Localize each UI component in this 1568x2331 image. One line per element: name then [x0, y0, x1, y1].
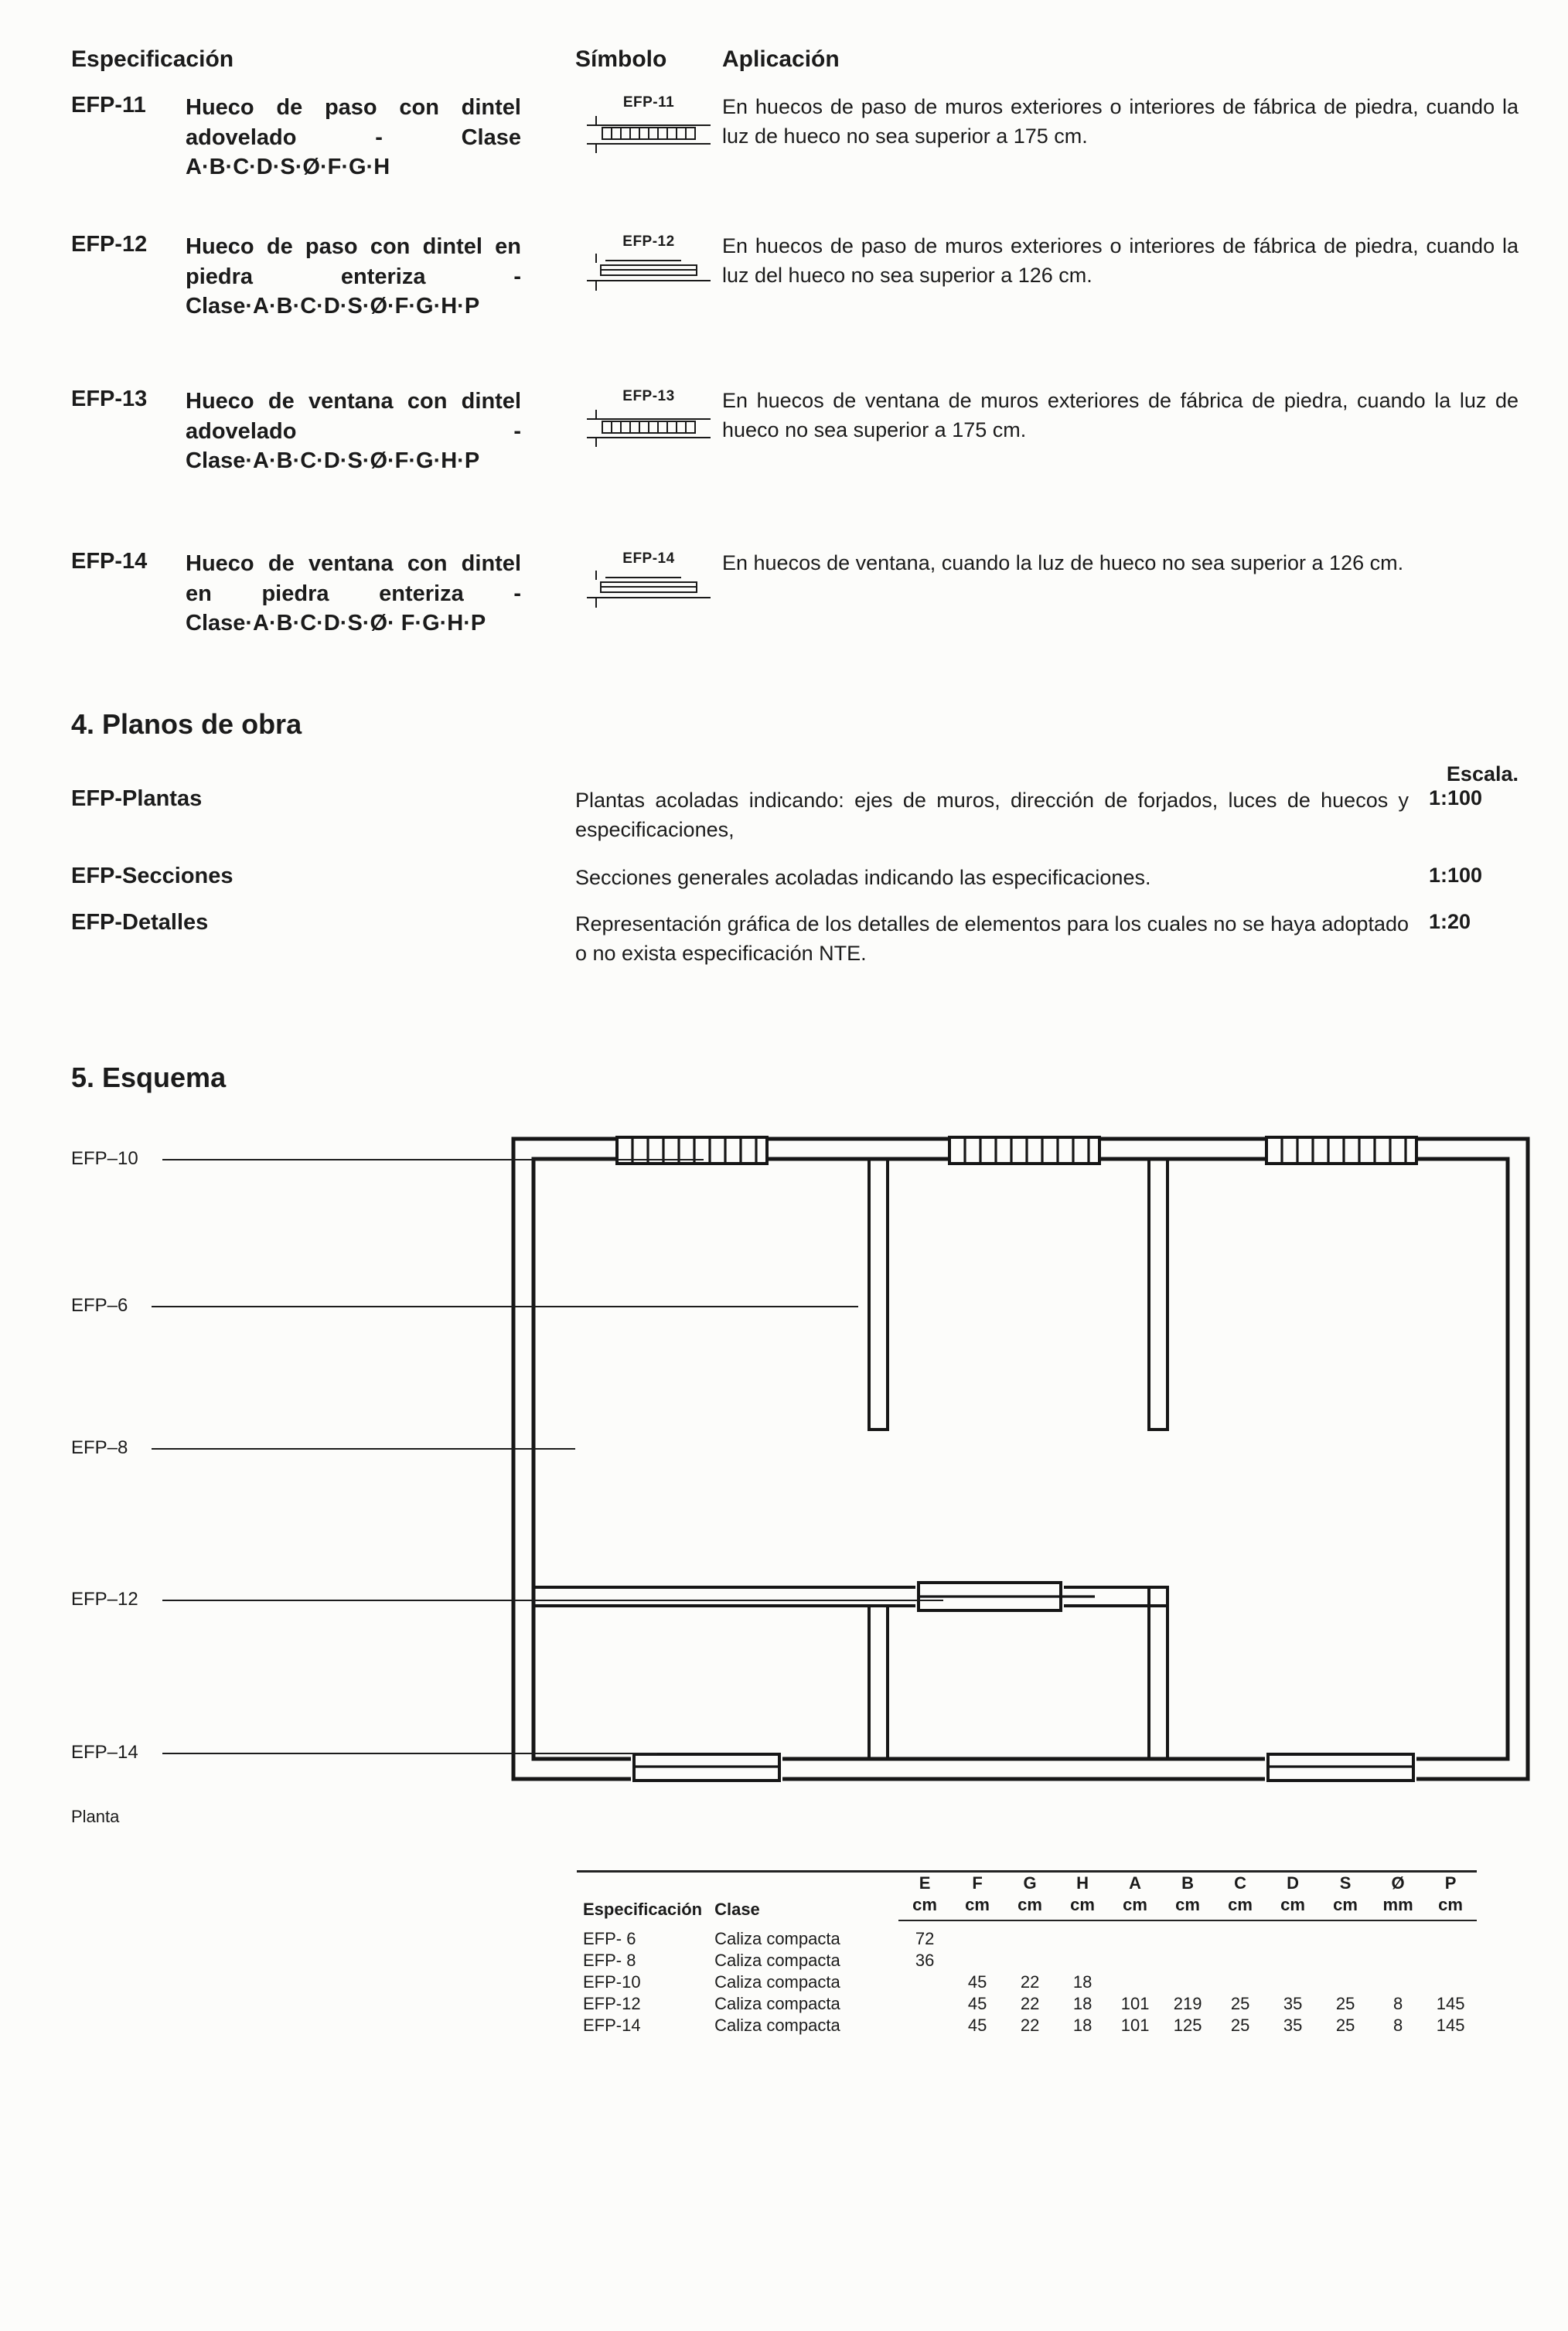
window-symbol-top-left — [617, 1136, 767, 1165]
table-unit: cm — [1056, 1894, 1109, 1920]
table-cell: 36 — [915, 1951, 935, 1970]
table-cell — [1109, 1920, 1161, 1950]
schema-label-efp-12: EFP–12 — [71, 1589, 138, 1610]
spec-code: EFP-12 — [71, 232, 148, 257]
schema-label-efp-6: EFP–6 — [71, 1295, 128, 1316]
table-cell — [898, 1971, 951, 1993]
table-cell: 35 — [1283, 1994, 1303, 2013]
table-unit: cm — [1004, 1894, 1056, 1920]
plano-name: EFP-Detalles — [71, 910, 209, 935]
table-unit: cm — [1214, 1894, 1266, 1920]
symbol-label: EFP-13 — [622, 388, 675, 404]
spec-row-efp-11 — [71, 93, 1522, 232]
table-col-header: E — [919, 1873, 931, 1893]
spec-symbol — [575, 549, 722, 680]
table-cell: 18 — [1072, 2016, 1092, 2035]
column-header-aplicacion: Aplicación — [722, 46, 840, 72]
lintel-adovelado-icon — [587, 407, 711, 453]
plano-escala-value: 1:20 — [1429, 910, 1471, 933]
table-cell: 25 — [1335, 2016, 1355, 2035]
dimensions-table — [577, 1870, 1477, 2036]
plano-row-secciones — [71, 864, 1522, 910]
table-col-header: G — [1023, 1873, 1037, 1893]
window-symbol-bottom-right — [1265, 1753, 1416, 1782]
spec-symbol — [575, 93, 722, 232]
schema-label-efp-8: EFP–8 — [71, 1437, 128, 1458]
table-cell: 101 — [1120, 2016, 1150, 2035]
table-unit: cm — [1161, 1894, 1214, 1920]
table-cell — [1056, 1920, 1109, 1950]
table-cell — [951, 1950, 1004, 1971]
table-cell: 18 — [1072, 1972, 1092, 1992]
leader-line-efp-10 — [162, 1159, 704, 1160]
table-cell — [1424, 1920, 1477, 1950]
table-col-header: H — [1076, 1873, 1089, 1893]
table-col-header: D — [1287, 1873, 1300, 1893]
table-col-header: Ø — [1391, 1873, 1405, 1893]
table-cell — [1004, 1920, 1056, 1950]
section-heading-esquema: 5. Esquema — [71, 1062, 227, 1093]
table-cell — [1109, 1971, 1161, 1993]
table-cell — [1319, 1950, 1372, 1971]
table-col-header: P — [1444, 1873, 1457, 1893]
spec-application: En huecos de ventana, cuando la luz de hueco no sea superior a 126 cm. — [722, 551, 1404, 574]
spec-code: EFP-13 — [71, 387, 148, 411]
table-cell: 125 — [1173, 2016, 1202, 2035]
spec-symbol — [575, 232, 722, 387]
leader-line-efp-14 — [162, 1753, 657, 1754]
table-unit: cm — [898, 1894, 951, 1920]
plan-caption: Planta — [71, 1807, 120, 1826]
plano-description: Secciones generales acoladas indicando las especificaciones. — [575, 866, 1151, 889]
table-cell: 101 — [1120, 1994, 1150, 2013]
table-cell: Caliza compacta — [714, 1929, 840, 1948]
table-row — [577, 1993, 1477, 2015]
table-cell: 35 — [1283, 2016, 1303, 2035]
spec-title: Hueco de ventana con dintel en piedra enteriza - Clase·A·B·C·D·S·Ø· F·G·H·P — [186, 551, 521, 636]
schema-label-efp-10: EFP–10 — [71, 1148, 138, 1169]
table-cell: EFP-12 — [583, 1994, 641, 2013]
table-cell: 8 — [1392, 2016, 1403, 2035]
table-cell: 145 — [1436, 1994, 1465, 2013]
table-col-header: C — [1234, 1873, 1247, 1893]
table-cell: Caliza compacta — [714, 1972, 840, 1992]
table-cell: EFP-10 — [583, 1972, 641, 1992]
plano-row-detalles — [71, 910, 1522, 975]
table-cell: 22 — [1020, 2016, 1040, 2035]
window-symbol-top-right — [1266, 1136, 1416, 1165]
schema-figure — [71, 1113, 1522, 1847]
spec-row-efp-14 — [71, 549, 1522, 680]
plano-escala-value: 1:100 — [1429, 786, 1483, 809]
table-cell — [1372, 1950, 1424, 1971]
section-heading-planos: 4. Planos de obra — [71, 708, 302, 740]
table-cell: 45 — [967, 1972, 987, 1992]
floor-plan — [510, 1136, 1531, 1785]
table-row — [577, 1950, 1477, 1971]
table-cell: 25 — [1335, 1994, 1355, 2013]
table-cell — [1266, 1920, 1319, 1950]
spec-application: En huecos de paso de muros exteriores o interiores de fábrica de piedra, cuando la luz del hueco no sea superior a 126 cm. — [722, 234, 1519, 287]
spec-title: Hueco de paso con dintel adovelado - Clase A·B·C·D·S·Ø·F·G·H — [186, 95, 521, 180]
plano-name: EFP-Plantas — [71, 786, 203, 811]
table-cell — [951, 1920, 1004, 1950]
table-cell — [1161, 1971, 1214, 1993]
table-col-header-clase: Clase — [714, 1900, 760, 1919]
table-cell: EFP- 6 — [583, 1929, 636, 1948]
table-col-header: S — [1339, 1873, 1352, 1893]
spec-title: Hueco de paso con dintel en piedra enteriza - Clase·A·B·C·D·S·Ø·F·G·H·P — [186, 234, 521, 319]
table-cell — [1004, 1950, 1056, 1971]
spec-application: En huecos de paso de muros exteriores o interiores de fábrica de piedra, cuando la luz de hueco no sea superior a 175 cm. — [722, 95, 1519, 148]
table-cell — [1266, 1971, 1319, 1993]
table-cell: 72 — [915, 1929, 935, 1948]
outer-walls — [513, 1139, 1528, 1779]
lintel-enteriza-icon — [587, 569, 711, 615]
table-cell — [1056, 1950, 1109, 1971]
schema-label-efp-14: EFP–14 — [71, 1742, 138, 1763]
table-cell: Caliza compacta — [714, 1951, 840, 1970]
table-unit: cm — [951, 1894, 1004, 1920]
table-cell: EFP- 8 — [583, 1951, 636, 1970]
column-header-simbolo: Símbolo — [575, 46, 667, 72]
table-row — [577, 1920, 1477, 1950]
lintel-enteriza-icon — [587, 252, 711, 298]
table-cell: 8 — [1392, 1994, 1403, 2013]
spec-code: EFP-11 — [71, 93, 146, 118]
table-cell — [1214, 1971, 1266, 1993]
table-cell: Caliza compacta — [714, 1994, 840, 2013]
column-header-especificacion: Especificación — [71, 46, 234, 72]
table-cell — [1161, 1920, 1214, 1950]
window-symbol-bottom-left — [631, 1753, 782, 1782]
table-cell — [898, 2015, 951, 2036]
plano-escala-value: 1:100 — [1429, 864, 1483, 887]
table-cell — [1372, 1971, 1424, 1993]
table-cell — [1214, 1920, 1266, 1950]
spec-code: EFP-14 — [71, 549, 148, 574]
table-cell: 145 — [1436, 2016, 1465, 2035]
table-col-header: F — [972, 1873, 983, 1893]
spec-row-efp-13 — [71, 387, 1522, 549]
spec-column-headers — [71, 46, 1522, 73]
table-cell: Caliza compacta — [714, 2016, 840, 2035]
table-cell: 45 — [967, 2016, 987, 2035]
table-cell: 25 — [1230, 2016, 1250, 2035]
table-cell: 45 — [967, 1994, 987, 2013]
table-cell: EFP-14 — [583, 2016, 641, 2035]
leader-line-efp-6 — [152, 1306, 858, 1307]
table-unit: cm — [1109, 1894, 1161, 1920]
interior-walls — [533, 1159, 1167, 1759]
table-cell — [1109, 1950, 1161, 1971]
table-col-header: A — [1129, 1873, 1142, 1893]
symbol-label: EFP-14 — [622, 550, 675, 567]
plano-name: EFP-Secciones — [71, 864, 233, 888]
spec-application: En huecos de ventana de muros exteriores de fábrica de piedra, cuando la luz de hueco no sea superior a 175 cm. — [722, 389, 1519, 441]
table-cell — [1319, 1971, 1372, 1993]
table-unit: cm — [1424, 1894, 1477, 1920]
plano-description: Plantas acoladas indicando: ejes de muros, dirección de forjados, luces de huecos y especificaciones, — [575, 789, 1409, 841]
table-unit: mm — [1372, 1894, 1424, 1920]
window-symbol-top-center — [949, 1136, 1099, 1165]
table-row — [577, 2015, 1477, 2036]
table-cell — [1161, 1950, 1214, 1971]
table-unit: cm — [1319, 1894, 1372, 1920]
table-cell — [1424, 1971, 1477, 1993]
leader-line-efp-12 — [162, 1600, 943, 1601]
table-cell — [898, 1993, 951, 2015]
plano-description: Representación gráfica de los detalles de elementos para los cuales no se haya adoptado o no exista especificación NTE. — [575, 912, 1409, 965]
table-cell — [1266, 1950, 1319, 1971]
table-col-header-especificacion: Especificación — [583, 1900, 703, 1919]
leader-line-efp-8 — [152, 1448, 575, 1450]
lintel-adovelado-icon — [587, 113, 711, 159]
spec-title: Hueco de ventana con dintel adovelado - Clase·A·B·C·D·S·Ø·F·G·H·P — [186, 389, 521, 474]
table-cell — [1214, 1950, 1266, 1971]
table-cell — [1319, 1920, 1372, 1950]
spec-row-efp-12 — [71, 232, 1522, 387]
escala-column-header: Escala. — [1446, 762, 1519, 786]
table-row — [577, 1971, 1477, 1993]
table-cell: 22 — [1020, 1994, 1040, 2013]
table-col-header: B — [1181, 1873, 1195, 1893]
symbol-label: EFP-12 — [622, 233, 675, 250]
table-cell: 22 — [1020, 1972, 1040, 1992]
table-cell — [1372, 1920, 1424, 1950]
spec-symbol — [575, 387, 722, 549]
table-header-row — [577, 1872, 1477, 1895]
plano-row-plantas — [71, 786, 1522, 864]
table-cell: 18 — [1072, 1994, 1092, 2013]
table-unit: cm — [1266, 1894, 1319, 1920]
symbol-label: EFP-11 — [622, 94, 675, 111]
table-cell: 219 — [1173, 1994, 1202, 2013]
table-cell: 25 — [1230, 1994, 1250, 2013]
table-cell — [1424, 1950, 1477, 1971]
